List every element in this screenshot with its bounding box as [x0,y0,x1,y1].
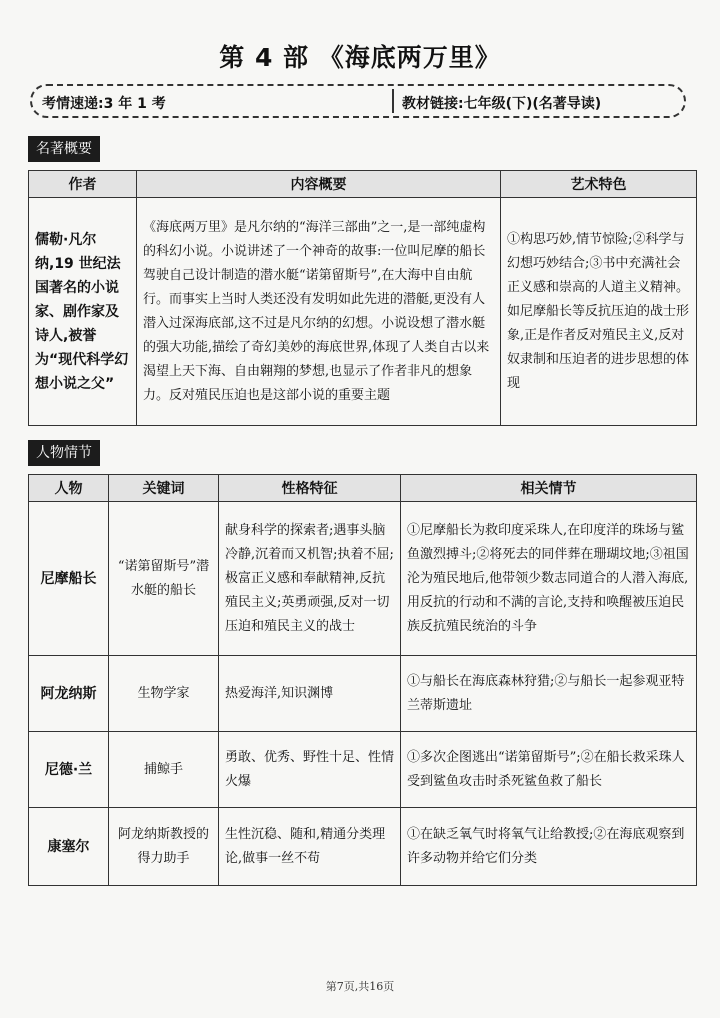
character-traits: 勇敢、优秀、野性十足、性情火爆 [219,732,401,808]
exam-frequency: 考情速递:3 年 1 考 [42,96,166,112]
info-bar [30,84,686,118]
header-features: 艺术特色 [501,171,697,198]
character-name: 尼德·兰 [29,732,109,808]
character-plot: ①尼摩船长为救印度采珠人,在印度洋的珠场与鲨鱼激烈搏斗;②将死去的同伴葬在珊瑚坟地;③祖国沦为殖民地后,他带领少数志同道合的人潜入海底,用反抗的行动和不满的言论,支持和唤醒被压迫民族反抗殖民统治的斗争 [401,502,697,656]
overview-row [29,198,697,426]
author-cell: 儒勒·凡尔纳,19 世纪法国著名的小说家、剧作家及诗人,被誉为“现代科学幻想小说之父” [29,198,137,426]
characters-header-row [29,475,697,502]
header-character: 人物 [29,475,109,502]
character-keyword: “诺第留斯号”潜水艇的船长 [109,502,219,656]
character-name: 阿龙纳斯 [29,656,109,732]
character-plot: ①在缺乏氧气时将氧气让给教授;②在海底观察到许多动物并给它们分类 [401,808,697,886]
page-title: 第 4 部 《海底两万里》 [219,43,501,72]
character-traits: 生性沉稳、随和,精通分类理论,做事一丝不苟 [219,808,401,886]
header-summary: 内容概要 [137,171,501,198]
table-row [29,502,697,656]
textbook-link: 教材链接:七年级(下)(名著导读) [402,96,602,112]
summary-cell: 《海底两万里》是凡尔纳的“海洋三部曲”之一,是一部纯虚构的科幻小说。小说讲述了一个神奇的故事:一位叫尼摩的船长驾驶自己设计制造的潜水艇“诺第留斯号”,在大海中自由航行。而事实上当时人类还没有发明如此先进的潜艇,更没有人潜入过深海底部,这不过是凡尔纳的幻想。小说设想了潜水艇的强大功能,描绘了奇幻美妙的海底世界,体现了人类自古以来渴望上天下海、自由翱翔的梦想,也显示了作者非凡的想象力。反对殖民压迫也是这部小说的重要主题 [137,198,501,426]
character-keyword: 阿龙纳斯教授的得力助手 [109,808,219,886]
character-name: 尼摩船长 [29,502,109,656]
header-traits: 性格特征 [219,475,401,502]
character-traits: 热爱海洋,知识渊博 [219,656,401,732]
header-plot: 相关情节 [401,475,697,502]
info-bar-divider [392,89,394,113]
table-row [29,732,697,808]
character-traits: 献身科学的探索者;遇事头脑冷静,沉着而又机智;执着不屈;极富正义感和奉献精神,反抗殖民主义;英勇顽强,反对一切压迫和殖民主义的战士 [219,502,401,656]
section-label-characters: 人物情节 [28,440,100,466]
table-row [29,656,697,732]
overview-table [28,170,697,426]
section-label-overview: 名著概要 [28,136,100,162]
character-plot: ①与船长在海底森林狩猎;②与船长一起参观亚特兰蒂斯遗址 [401,656,697,732]
header-author: 作者 [29,171,137,198]
table-row [29,808,697,886]
character-keyword: 捕鲸手 [109,732,219,808]
character-name: 康塞尔 [29,808,109,886]
overview-header-row [29,171,697,198]
character-plot: ①多次企图逃出“诺第留斯号”;②在船长救采珠人受到鲨鱼攻击时杀死鲨鱼救了船长 [401,732,697,808]
character-keyword: 生物学家 [109,656,219,732]
page-footer: 第7页,共16页 [325,980,395,993]
features-cell: ①构思巧妙,情节惊险;②科学与幻想巧妙结合;③书中充满社会正义感和崇高的人道主义精神。如尼摩船长等反抗压迫的战士形象,正是作者反对殖民主义,反对奴隶制和压迫者的进步思想的体现 [501,198,697,426]
header-keyword: 关键词 [109,475,219,502]
characters-table [28,474,697,886]
